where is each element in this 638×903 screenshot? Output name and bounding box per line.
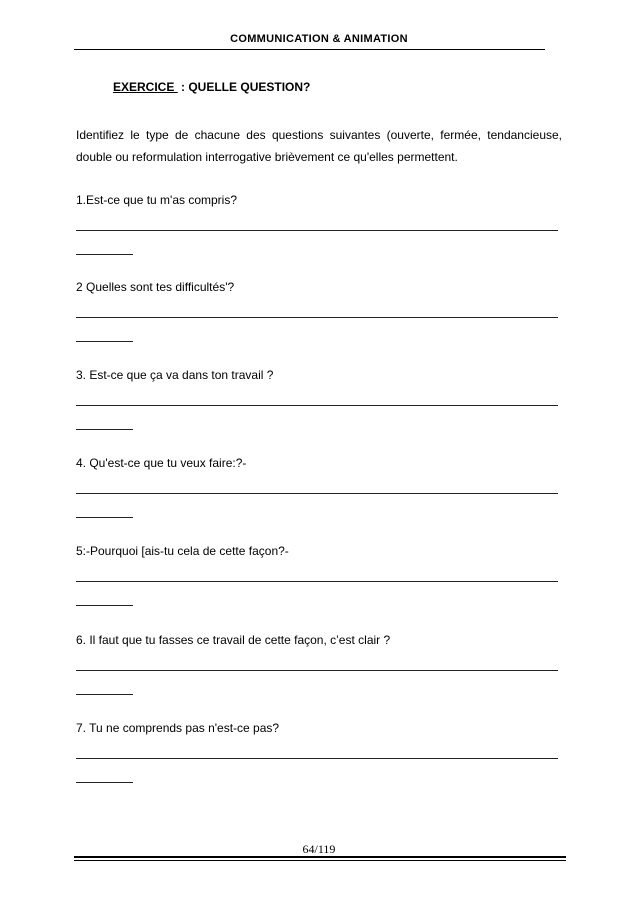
answer-line-continuation[interactable] [76,341,133,342]
question-text: 2 Quelles sont tes difficultés'? [76,280,235,294]
answer-line-continuation[interactable] [76,694,133,695]
exercise-title: : QUELLE QUESTION? [177,80,311,94]
footer-divider-thin [74,860,566,861]
answer-line-continuation[interactable] [76,605,133,606]
question-item [76,720,562,736]
question-text: 5:-Pourquoi [ais-tu cela de cette façon?- [76,544,289,558]
answer-line[interactable] [76,758,558,759]
exercise-label: EXERCICE [113,80,178,94]
exercise-instructions: Identifiez le type de chacune des questions suivantes (ouverte, fermée, tendancieuse, double ou reformulation interrogative brièvement ce qu'elles permettent. [76,128,562,164]
header-title: COMMUNICATION & ANIMATION [230,33,408,45]
page-number: 64/119 [302,842,336,856]
exercise-heading [113,80,310,94]
answer-line-continuation[interactable] [76,782,133,783]
answer-line-continuation[interactable] [76,254,133,255]
header-divider [74,49,545,50]
question-text: 4. Qu'est-ce que tu veux faire:?- [76,456,247,470]
question-item [76,632,562,648]
question-item [76,279,562,295]
answer-line[interactable] [76,493,558,494]
answer-line[interactable] [76,581,558,582]
answer-line[interactable] [76,317,558,318]
question-item [76,455,562,471]
question-text: 3. Est-ce que ça va dans ton travail ? [76,368,274,382]
answer-line[interactable] [76,230,558,231]
answer-line-continuation[interactable] [76,517,133,518]
footer-divider [74,856,566,858]
answer-line-continuation[interactable] [76,429,133,430]
question-item [76,543,562,559]
question-text: 1.Est-ce que tu m'as compris? [76,193,238,207]
question-text: 7. Tu ne comprends pas n'est-ce pas? [76,721,280,735]
answer-line[interactable] [76,405,558,406]
question-text: 6. Il faut que tu fasses ce travail de cette façon, c’est clair ? [76,633,391,647]
question-item [76,192,562,208]
question-item [76,367,562,383]
answer-line[interactable] [76,670,558,671]
